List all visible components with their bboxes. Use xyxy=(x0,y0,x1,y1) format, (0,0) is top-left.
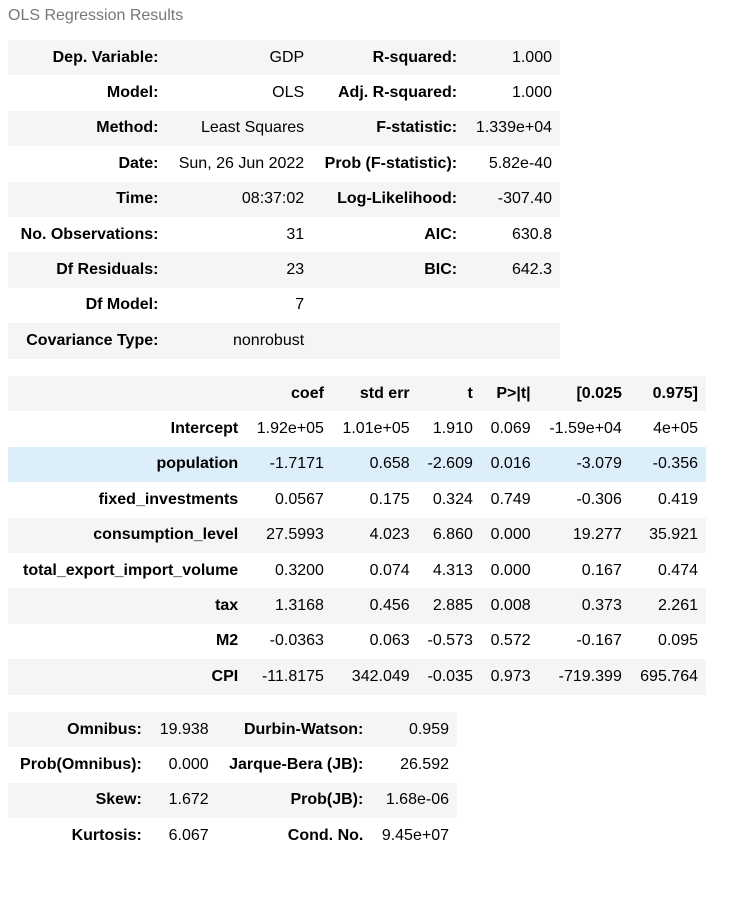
stat-value: -307.40 xyxy=(497,190,552,208)
coef-value: -0.0363 xyxy=(269,632,324,650)
diag-value: 1.68e-06 xyxy=(385,791,449,809)
coef-value: 4.023 xyxy=(369,526,410,544)
coef-value: 0.419 xyxy=(657,490,698,508)
summary-row xyxy=(8,252,560,287)
coef-row-population xyxy=(8,447,706,482)
coef-value: 6.860 xyxy=(432,526,473,544)
coef-value: 1.92e+05 xyxy=(256,420,324,438)
coef-value: 4.313 xyxy=(432,561,473,579)
stat-label-df-residuals: Df Residuals: xyxy=(56,261,159,279)
stat-label-blank xyxy=(312,288,465,323)
column-header-0-025: [0.025 xyxy=(576,384,622,402)
coef-row-total-export-import-volume xyxy=(8,553,706,588)
stat-value: 7 xyxy=(295,296,305,314)
coef-value: 19.277 xyxy=(572,526,622,544)
stat-label-model: Model: xyxy=(106,84,159,102)
coef-value: 1.01e+05 xyxy=(342,420,410,438)
coef-value: -1.7171 xyxy=(269,455,324,473)
coef-value: -0.167 xyxy=(576,632,622,650)
coef-row-intercept xyxy=(8,411,706,446)
coef-row-m2 xyxy=(8,624,706,659)
coef-value: 0.167 xyxy=(581,561,622,579)
stat-value: GDP xyxy=(269,48,305,66)
stat-value: Least Squares xyxy=(200,119,305,137)
diag-value: 0.000 xyxy=(168,756,209,774)
coef-value: 2.261 xyxy=(657,597,698,615)
column-header-t: t xyxy=(467,384,473,402)
coef-header-row xyxy=(8,376,706,411)
coef-value: 0.3200 xyxy=(274,561,324,579)
coef-value: 0.324 xyxy=(432,490,473,508)
stat-label-time: Time: xyxy=(116,190,159,208)
coef-value: -11.8175 xyxy=(261,667,324,685)
summary-row xyxy=(8,288,560,323)
coef-value: 0.0567 xyxy=(274,490,324,508)
stat-label-log-likelihood: Log-Likelihood: xyxy=(337,190,458,208)
coef-value: 0.095 xyxy=(657,632,698,650)
variable-name: fixed_investments xyxy=(98,490,239,508)
diag-label-prob-jb: Prob(JB): xyxy=(290,791,364,809)
stat-value: Sun, 26 Jun 2022 xyxy=(178,154,305,172)
variable-name: M2 xyxy=(215,632,239,650)
diag-label-durbin-watson: Durbin-Watson: xyxy=(243,720,364,738)
column-header-blank xyxy=(8,376,246,411)
diag-label-kurtosis: Kurtosis: xyxy=(71,826,142,844)
coef-value: 0.474 xyxy=(657,561,698,579)
diag-label-prob-omnibus: Prob(Omnibus): xyxy=(20,756,142,774)
stat-value: 1.000 xyxy=(511,84,552,102)
stat-value: nonrobust xyxy=(233,331,305,349)
coef-value: 4e+05 xyxy=(653,420,698,438)
stat-label-r-squared: R-squared: xyxy=(372,48,458,66)
diag-label-jarque-bera-jb: Jarque-Bera (JB): xyxy=(229,756,364,774)
column-header-p-t: P>|t| xyxy=(496,384,531,402)
coef-value: 0.749 xyxy=(490,490,531,508)
diagnostics-row xyxy=(8,747,457,782)
summary-row xyxy=(8,217,560,252)
stat-value: 1.000 xyxy=(511,48,552,66)
stat-label-df-model: Df Model: xyxy=(85,296,159,314)
summary-row xyxy=(8,323,560,358)
coef-value: 0.063 xyxy=(369,632,410,650)
coef-row-cpi xyxy=(8,659,706,694)
stat-value xyxy=(465,323,560,358)
coef-value: 695.764 xyxy=(640,667,698,685)
coef-value: 1.910 xyxy=(432,420,473,438)
coef-row-tax xyxy=(8,588,706,623)
diag-value: 26.592 xyxy=(400,756,449,774)
coef-value: 0.000 xyxy=(490,526,531,544)
column-header-std-err: std err xyxy=(359,384,410,402)
diag-value: 9.45e+07 xyxy=(381,826,449,844)
coefficients-table xyxy=(8,376,706,695)
diag-label-omnibus: Omnibus: xyxy=(67,720,142,738)
summary-row xyxy=(8,40,560,75)
stat-value xyxy=(465,288,560,323)
diagnostics-row xyxy=(8,712,457,747)
coef-value: -2.609 xyxy=(427,455,473,473)
coef-value: -0.356 xyxy=(652,455,698,473)
stat-value: 31 xyxy=(286,225,305,243)
diag-label-cond-no: Cond. No. xyxy=(287,826,364,844)
column-header-0-975: 0.975] xyxy=(652,384,698,402)
variable-name: tax xyxy=(215,597,239,615)
stat-label-method: Method: xyxy=(96,119,159,137)
diagnostics-row xyxy=(8,783,457,818)
results-caption: OLS Regression Results xyxy=(8,7,184,24)
stat-label-prob-f-statistic: Prob (F-statistic): xyxy=(324,154,458,172)
diag-label-skew: Skew: xyxy=(95,791,142,809)
coef-value: 0.000 xyxy=(490,561,531,579)
diag-value: 0.959 xyxy=(408,720,449,738)
coef-value: -0.306 xyxy=(576,490,622,508)
coef-value: -0.573 xyxy=(427,632,473,650)
coef-value: 0.456 xyxy=(369,597,410,615)
summary-row xyxy=(8,146,560,181)
diag-value: 19.938 xyxy=(159,720,209,738)
stat-value: 08:37:02 xyxy=(241,190,305,208)
diag-value: 6.067 xyxy=(168,826,209,844)
coef-value: 0.069 xyxy=(490,420,531,438)
coef-row-fixed-investments xyxy=(8,482,706,517)
summary-row xyxy=(8,182,560,217)
stat-value: 642.3 xyxy=(511,261,552,279)
stat-value: 5.82e-40 xyxy=(488,154,552,172)
coef-value: -0.035 xyxy=(427,667,473,685)
coef-value: 0.658 xyxy=(369,455,410,473)
coef-value: 2.885 xyxy=(432,597,473,615)
summary-row xyxy=(8,75,560,110)
coef-value: 0.016 xyxy=(490,455,531,473)
coef-value: 0.074 xyxy=(369,561,410,579)
stat-label-date: Date: xyxy=(118,154,159,172)
stat-label-blank xyxy=(312,323,465,358)
stat-value: 1.339e+04 xyxy=(475,119,552,137)
stat-label-adj-r-squared: Adj. R-squared: xyxy=(337,84,458,102)
stat-value: 23 xyxy=(286,261,305,279)
coef-value: 0.008 xyxy=(490,597,531,615)
stat-value: 630.8 xyxy=(511,225,552,243)
coef-value: 0.373 xyxy=(581,597,622,615)
coef-value: -1.59e+04 xyxy=(549,420,622,438)
variable-name: total_export_import_volume xyxy=(23,561,239,579)
coef-value: 342.049 xyxy=(351,667,410,685)
coef-row-consumption-level xyxy=(8,518,706,553)
stat-label-dep-variable: Dep. Variable: xyxy=(52,48,159,66)
diagnostics-row xyxy=(8,818,457,853)
stat-label-covariance-type: Covariance Type: xyxy=(26,331,159,349)
summary-row xyxy=(8,111,560,146)
stat-value: OLS xyxy=(272,84,305,102)
stat-label-f-statistic: F-statistic: xyxy=(376,119,458,137)
model-summary-table xyxy=(8,40,560,359)
column-header-coef: coef xyxy=(291,384,324,402)
coef-value: -3.079 xyxy=(576,455,622,473)
variable-name: consumption_level xyxy=(93,526,239,544)
diagnostics-table xyxy=(8,712,457,854)
coef-value: 0.175 xyxy=(369,490,410,508)
coef-value: 0.973 xyxy=(490,667,531,685)
coef-value: 27.5993 xyxy=(266,526,324,544)
diag-value: 1.672 xyxy=(168,791,209,809)
variable-name: population xyxy=(156,455,239,473)
stat-label-bic: BIC: xyxy=(424,261,458,279)
coef-value: 35.921 xyxy=(649,526,698,544)
variable-name: Intercept xyxy=(170,420,239,438)
coef-value: 1.3168 xyxy=(274,597,324,615)
stat-label-aic: AIC: xyxy=(424,225,458,243)
variable-name: CPI xyxy=(211,667,239,685)
coef-value: 0.572 xyxy=(490,632,531,650)
stat-label-no-observations: No. Observations: xyxy=(20,225,159,243)
coef-value: -719.399 xyxy=(558,667,622,685)
